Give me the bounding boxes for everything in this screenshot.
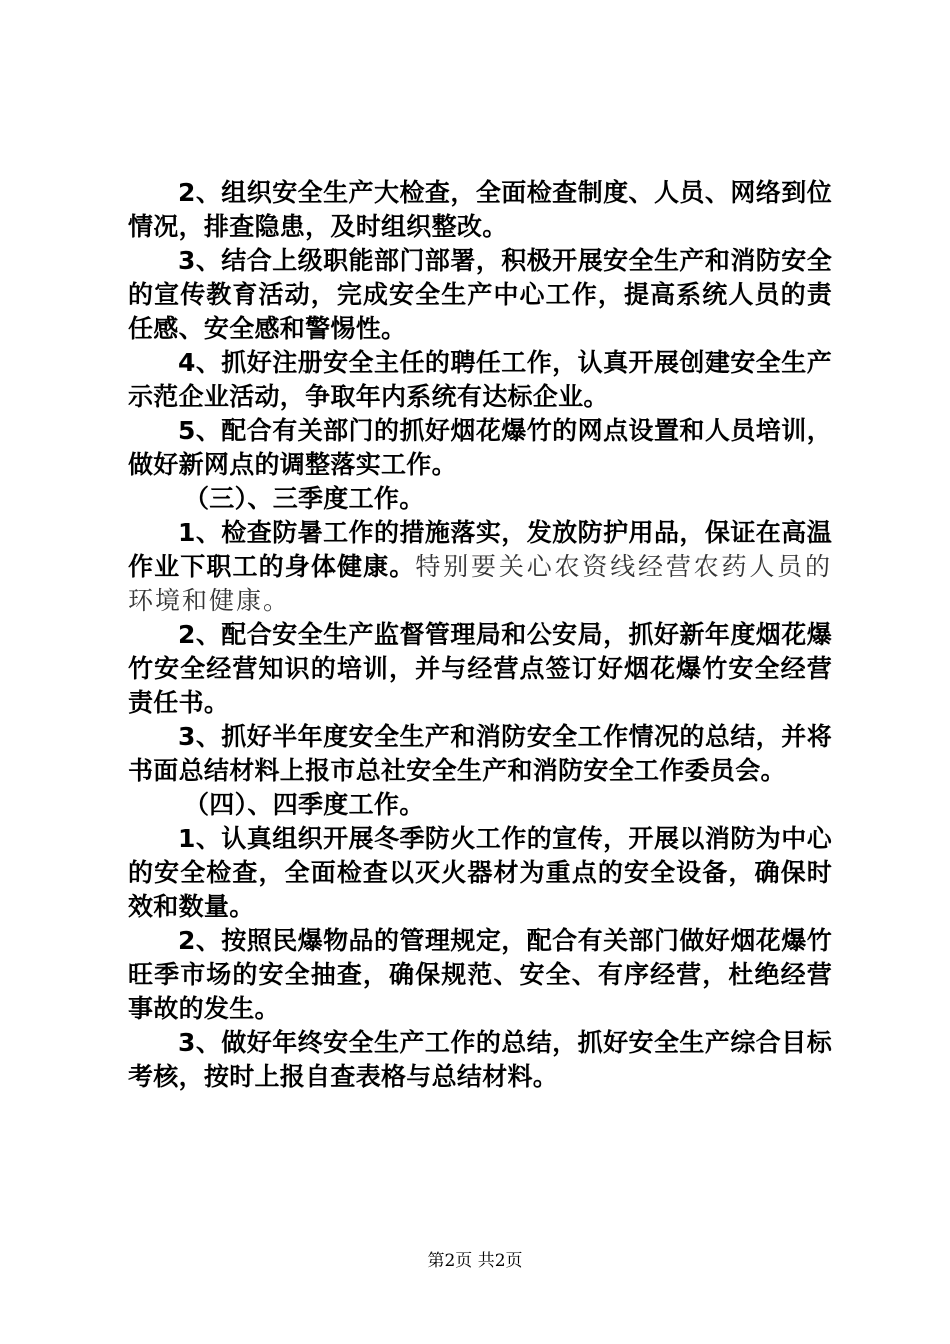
paragraph-q4-item-1: 1、认真组织开展冬季防火工作的宣传，开展以消防为中心的安全检查，全面检查以灭火器材为重点的安全设备，确保时效和数量。: [128, 824, 832, 921]
paragraph-q3-item-2: 2、配合安全生产监督管理局和公安局，抓好新年度烟花爆竹安全经营知识的培训，并与经营点签订好烟花爆竹安全经营责任书。: [128, 620, 832, 717]
paragraph-q4-item-2: 2、按照民爆物品的管理规定，配合有关部门做好烟花爆竹旺季市场的安全抽查，确保规范、安全、有序经营，杜绝经营事故的发生。: [128, 926, 832, 1023]
paragraph-q4-item-3: 3、做好年终安全生产工作的总结，抓好安全生产综合目标考核，按时上报自查表格与总结材料。: [128, 1028, 832, 1091]
section-heading-q3: （三）、三季度工作。: [184, 484, 425, 513]
section-heading-q4: （四）、四季度工作。: [184, 790, 425, 819]
paragraph-item-3: 3、结合上级职能部门部署，积极开展安全生产和消防安全的宣传教育活动，完成安全生产中心工作，提高系统人员的责任感、安全感和警惕性。: [128, 246, 832, 343]
paragraph-q3-item-3: 3、抓好半年度安全生产和消防安全工作情况的总结，并将书面总结材料上报市总社安全生产和消防安全工作委员会。: [128, 722, 832, 785]
page-number-footer: 第2页 共2页: [427, 1251, 523, 1271]
document-body: [128, 176, 832, 1094]
paragraph-item-5: 5、配合有关部门的抓好烟花爆竹的网点设置和人员培训，做好新网点的调整落实工作。: [128, 416, 832, 479]
paragraph-item-2: 2、组织安全生产大检查，全面检查制度、人员、网络到位情况，排查隐患，及时组织整改。: [128, 178, 832, 241]
paragraph-q3-item-1-main: 1、检查防暑工作的措施落实，发放防护用品，保证在高温作业下职工的身体健康。: [128, 518, 832, 581]
paragraph-item-4: 4、抓好注册安全主任的聘任工作，认真开展创建安全生产示范企业活动，争取年内系统有达标企业。: [128, 348, 832, 411]
paragraph-q3-item-1: [128, 516, 832, 618]
paragraph-q3-item-1-note: 特别要关心农资线经营农药人员的环境和健康。: [128, 552, 832, 615]
